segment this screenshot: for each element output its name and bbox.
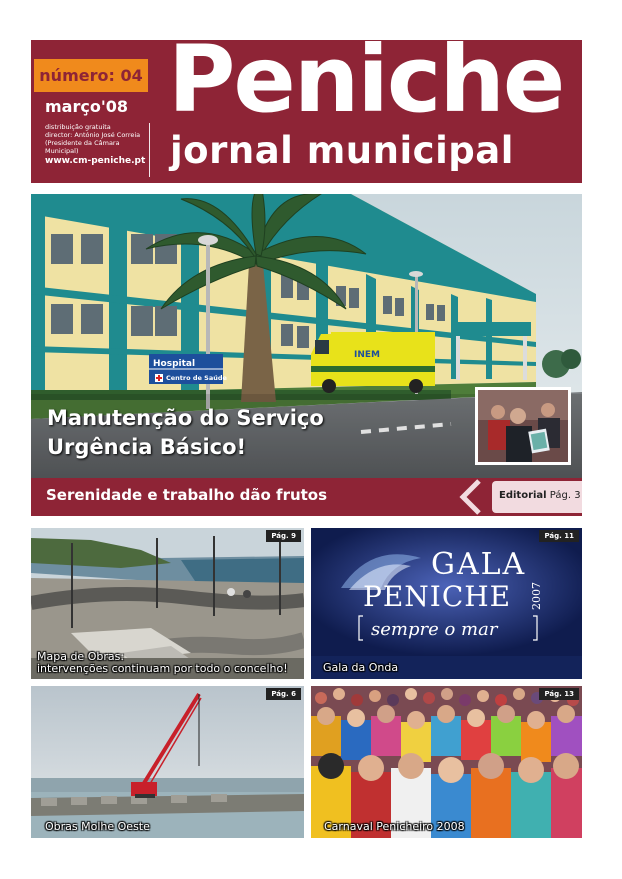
page-badge: Pág. 6 xyxy=(266,688,301,700)
tile-caption: Obras Molhe Oeste xyxy=(45,820,150,833)
newspaper-title: Peniche xyxy=(168,26,564,133)
masthead-divider xyxy=(149,123,150,177)
gala-poster xyxy=(311,528,582,656)
gala-subtitle: PENICHE xyxy=(363,580,512,613)
issue-date: março'08 xyxy=(45,97,128,116)
tile-caption: Gala da Onda xyxy=(323,661,399,674)
tile-mapa-obras[interactable] xyxy=(31,528,304,679)
page-badge: Pág. 9 xyxy=(266,530,301,542)
editorial-label xyxy=(499,490,581,501)
website-link[interactable]: www.cm-peniche.pt xyxy=(45,156,146,166)
tile-caption-line: Mapa de Obras: xyxy=(37,650,125,663)
gala-tagline: sempre o mar xyxy=(371,619,498,640)
page-badge: Pág. 13 xyxy=(539,688,579,700)
tile-caption: Carnaval Penicheiro 2008 xyxy=(324,820,465,833)
editorial-headline[interactable]: Serenidade e trabalho dão frutos xyxy=(46,486,328,504)
press-conference-illustration xyxy=(478,390,568,462)
ambulance xyxy=(311,332,435,393)
tile-caption-line: intervenções continuam por todo o concelho! xyxy=(37,662,288,675)
newspaper-subtitle: jornal municipal xyxy=(170,129,514,172)
credits-line: director: António José Correia xyxy=(45,131,141,139)
page-badge: Pág. 11 xyxy=(539,530,579,542)
sign-centro-text: Centro de Saúde xyxy=(166,374,227,382)
harbour-crane-illustration xyxy=(31,686,304,838)
tile-carnaval[interactable] xyxy=(311,686,582,838)
issue-number: número: 04 xyxy=(34,59,148,92)
ambulance-label: INEM xyxy=(354,350,380,360)
inset-photo xyxy=(475,387,571,465)
tile-gala-onda[interactable] xyxy=(311,528,582,679)
editorial-page-ref: Pág. 3 xyxy=(549,490,581,501)
tile-caption xyxy=(37,651,288,675)
hero-headline-line: Manutenção do Serviço xyxy=(47,406,324,430)
hero-headline[interactable] xyxy=(47,404,324,462)
sign-hospital-text: Hospital xyxy=(153,359,196,369)
credits-line: distribuição gratuita xyxy=(45,123,111,131)
gala-year: 2007 xyxy=(530,582,543,610)
carnival-crowd-illustration xyxy=(311,686,582,838)
credits xyxy=(45,123,145,155)
credits-line: (Presidente da Câmara Municipal) xyxy=(45,139,120,155)
tile-molhe-oeste[interactable] xyxy=(31,686,304,838)
hero-headline-line: Urgência Básico! xyxy=(47,435,247,459)
chevron-left-icon xyxy=(457,478,497,516)
editorial-label-text: Editorial xyxy=(499,490,547,501)
gala-title: GALA xyxy=(431,547,527,582)
